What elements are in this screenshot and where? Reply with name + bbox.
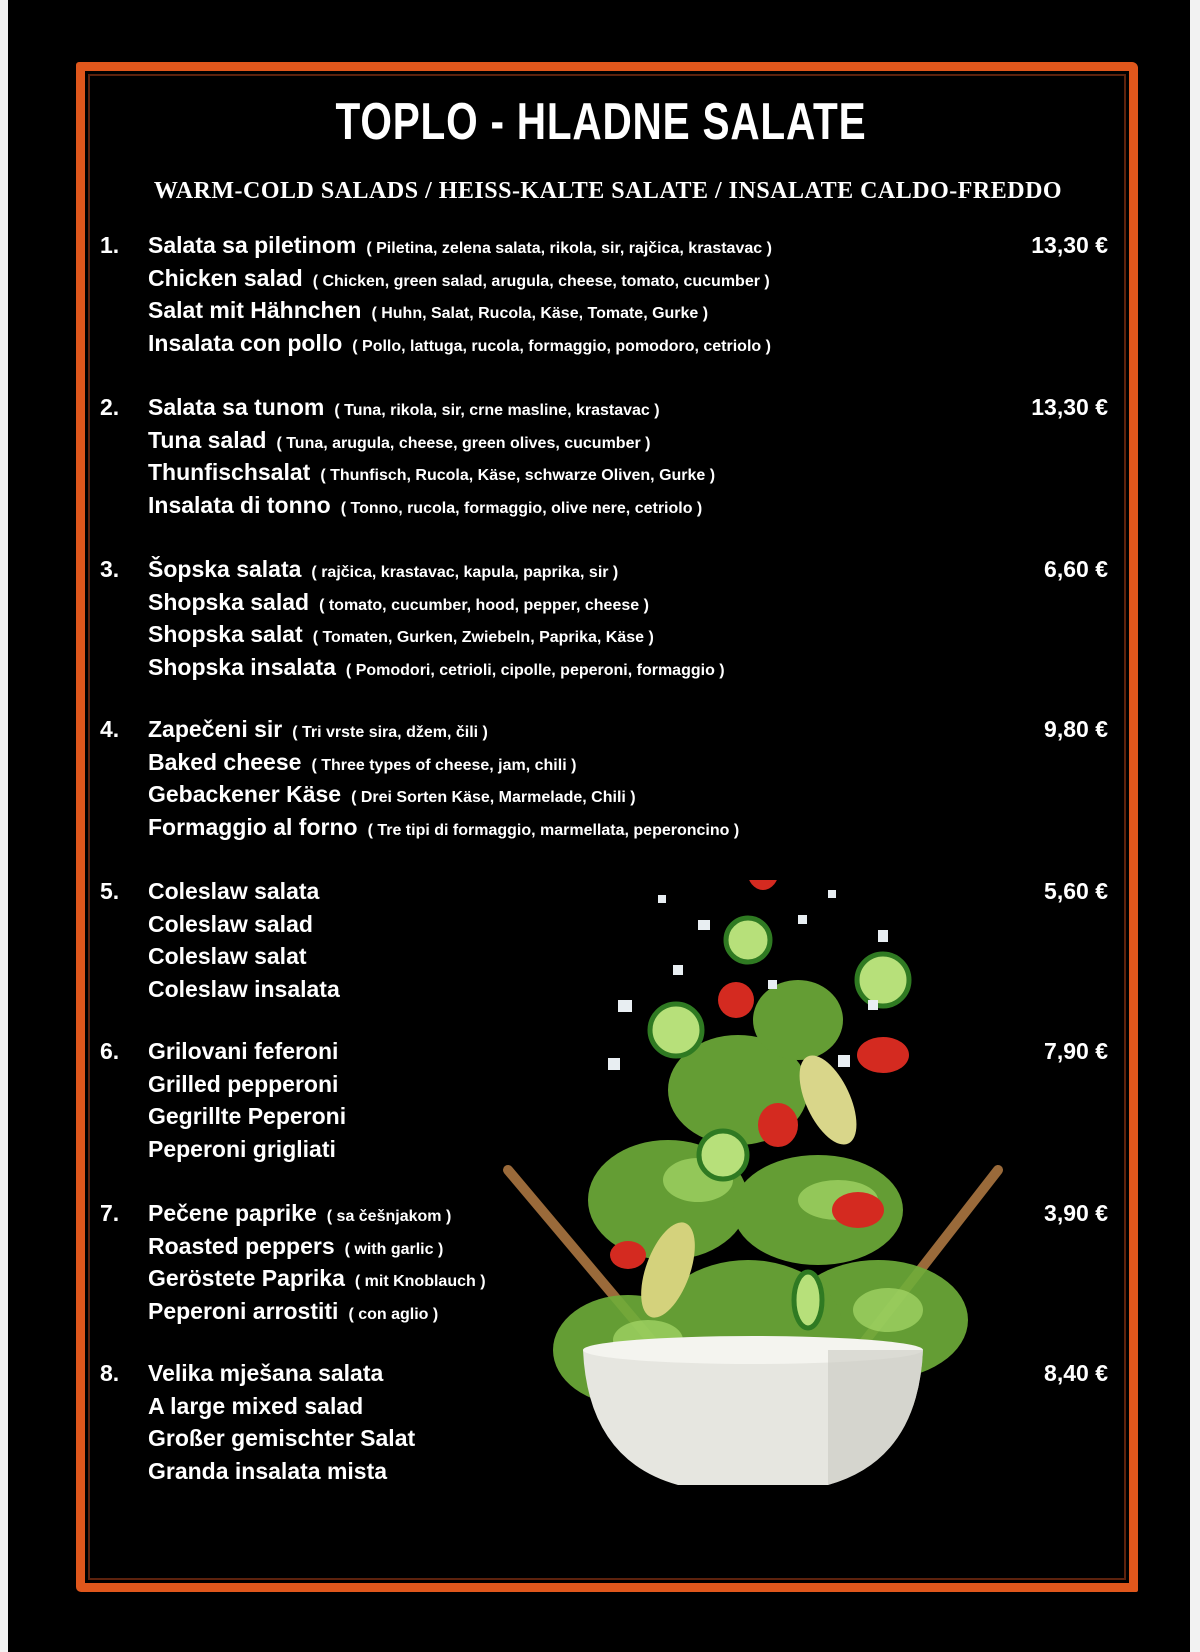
item-line [148, 976, 340, 1003]
item-description: ( Three types of cheese, jam, chili ) [311, 756, 577, 774]
item-name: Chicken salad [148, 264, 303, 291]
item-name: Geröstete Paprika [148, 1265, 345, 1291]
item-name: Granda insalata mista [148, 1457, 388, 1484]
item-price: 9,80 € [1044, 716, 1108, 742]
item-description: ( Piletina, zelena salata, rikola, sir, rajčica, krastavac ) [366, 240, 772, 257]
item-name: Gebackener Käse [148, 781, 342, 807]
item-description: ( Tuna, arugula, cheese, green olives, cucumber ) [276, 434, 651, 452]
item-description: ( tomato, cucumber, hood, pepper, cheese ) [319, 596, 649, 614]
page-subtitle: WARM-COLD SALADS / HEISS-KALTE SALATE / INSALATE CALDO-FREDDO [153, 178, 1063, 204]
item-name: Tuna salad [148, 426, 267, 453]
item-line [148, 1393, 363, 1420]
item-description: ( Chicken, green salad, arugula, cheese, tomato, cucumber ) [312, 272, 770, 290]
item-line [148, 781, 636, 808]
item-name: Shopska salat [148, 621, 303, 647]
item-line [148, 814, 739, 841]
item-number: 2. [100, 394, 120, 420]
item-name: Shopska salad [148, 588, 310, 615]
item-line [148, 1071, 338, 1098]
page-title: TOPLO - HLADNE SALATE [335, 93, 867, 151]
item-name: Coleslaw salata [148, 878, 320, 904]
item-name: Roasted peppers [148, 1232, 335, 1259]
item-description: ( Tonno, rucola, formaggio, olive nere, cetriolo ) [340, 499, 703, 517]
item-line [148, 621, 654, 648]
item-name: Pečene paprike [148, 1200, 317, 1226]
item-line [148, 943, 307, 970]
item-number: 4. [100, 716, 120, 742]
item-line [148, 1360, 383, 1387]
item-number: 6. [100, 1038, 120, 1064]
item-name: Baked cheese [148, 748, 302, 775]
item-name: Velika mješana salata [148, 1360, 384, 1386]
item-number: 3. [100, 556, 120, 582]
item-description: ( Tre tipi di formaggio, marmellata, peperoncino ) [367, 821, 740, 839]
item-number: 1. [100, 232, 120, 258]
item-price: 8,40 € [1044, 1360, 1108, 1386]
item-number: 5. [100, 878, 120, 904]
item-description: ( Pomodori, cetrioli, cipolle, peperoni, formaggio ) [345, 661, 725, 679]
item-price: 6,60 € [1044, 556, 1108, 582]
item-name: Salata sa piletinom [148, 232, 357, 258]
item-price: 13,30 € [1031, 232, 1108, 258]
item-line [148, 1265, 486, 1292]
item-line [148, 1298, 438, 1325]
item-name: Großer gemischter Salat [148, 1425, 416, 1451]
item-description: ( Drei Sorten Käse, Marmelade, Chili ) [351, 789, 636, 806]
item-name: Coleslaw salad [148, 910, 313, 937]
item-line [148, 232, 772, 259]
item-line [148, 878, 319, 905]
item-line [148, 1038, 338, 1065]
item-name: Zapečeni sir [148, 716, 283, 742]
item-description: ( Thunfisch, Rucola, Käse, schwarze Oliven, Gurke ) [320, 467, 716, 484]
item-line [148, 1103, 346, 1130]
item-line [148, 1458, 387, 1485]
item-name: Salat mit Hähnchen [148, 297, 362, 323]
item-name: Insalata di tonno [148, 491, 331, 518]
item-line [148, 911, 313, 938]
item-name: Insalata con pollo [148, 329, 343, 356]
item-name: Formaggio al forno [148, 813, 358, 840]
item-description: ( con aglio ) [348, 1305, 439, 1323]
item-name: Salata sa tunom [148, 394, 325, 420]
item-name: Coleslaw insalata [148, 975, 340, 1002]
item-name: Šopska salata [148, 556, 302, 582]
item-line [148, 459, 715, 486]
item-description: ( sa češnjakom ) [326, 1208, 452, 1225]
item-name: Thunfischsalat [148, 459, 311, 485]
item-line [148, 394, 660, 421]
item-line [148, 749, 576, 776]
item-name: Shopska insalata [148, 653, 336, 680]
item-name: Gegrillte Peperoni [148, 1103, 347, 1129]
item-price: 13,30 € [1031, 394, 1108, 420]
item-name: Peperoni grigliati [148, 1135, 336, 1162]
bowl-shade [828, 1350, 923, 1485]
item-description: ( Pollo, lattuga, rucola, formaggio, pomodoro, cetriolo ) [352, 337, 771, 355]
item-line [148, 589, 649, 616]
item-price: 7,90 € [1044, 1038, 1108, 1064]
item-description: ( Huhn, Salat, Rucola, Käse, Tomate, Gurke ) [371, 305, 709, 322]
item-name: Grilovani feferoni [148, 1038, 339, 1064]
item-line [148, 716, 488, 743]
item-description: ( mit Knoblauch ) [354, 1273, 486, 1290]
item-line [148, 492, 702, 519]
item-description: ( rajčica, krastavac, kapula, paprika, sir ) [311, 564, 619, 581]
item-line [148, 265, 770, 292]
item-name: Peperoni arrostiti [148, 1297, 339, 1324]
item-line [148, 427, 650, 454]
item-price: 3,90 € [1044, 1200, 1108, 1226]
item-line [148, 1136, 336, 1163]
item-name: A large mixed salad [148, 1392, 364, 1419]
item-name: Coleslaw salat [148, 943, 307, 969]
item-description: ( Tuna, rikola, sir, crne masline, krastavac ) [334, 402, 660, 419]
item-description: ( Tri vrste sira, džem, čili ) [292, 724, 488, 741]
item-line [148, 1200, 451, 1227]
item-number: 7. [100, 1200, 120, 1226]
item-description: ( with garlic ) [344, 1240, 444, 1258]
menu-page [8, 0, 1190, 1652]
item-line [148, 1425, 415, 1452]
item-number: 8. [100, 1360, 120, 1386]
item-description: ( Tomaten, Gurken, Zwiebeln, Paprika, Käse ) [312, 629, 654, 646]
item-line [148, 330, 771, 357]
item-price: 5,60 € [1044, 878, 1108, 904]
item-line [148, 1233, 443, 1260]
item-line [148, 556, 618, 583]
item-name: Grilled pepperoni [148, 1070, 339, 1097]
item-line [148, 297, 708, 324]
item-line [148, 654, 725, 681]
